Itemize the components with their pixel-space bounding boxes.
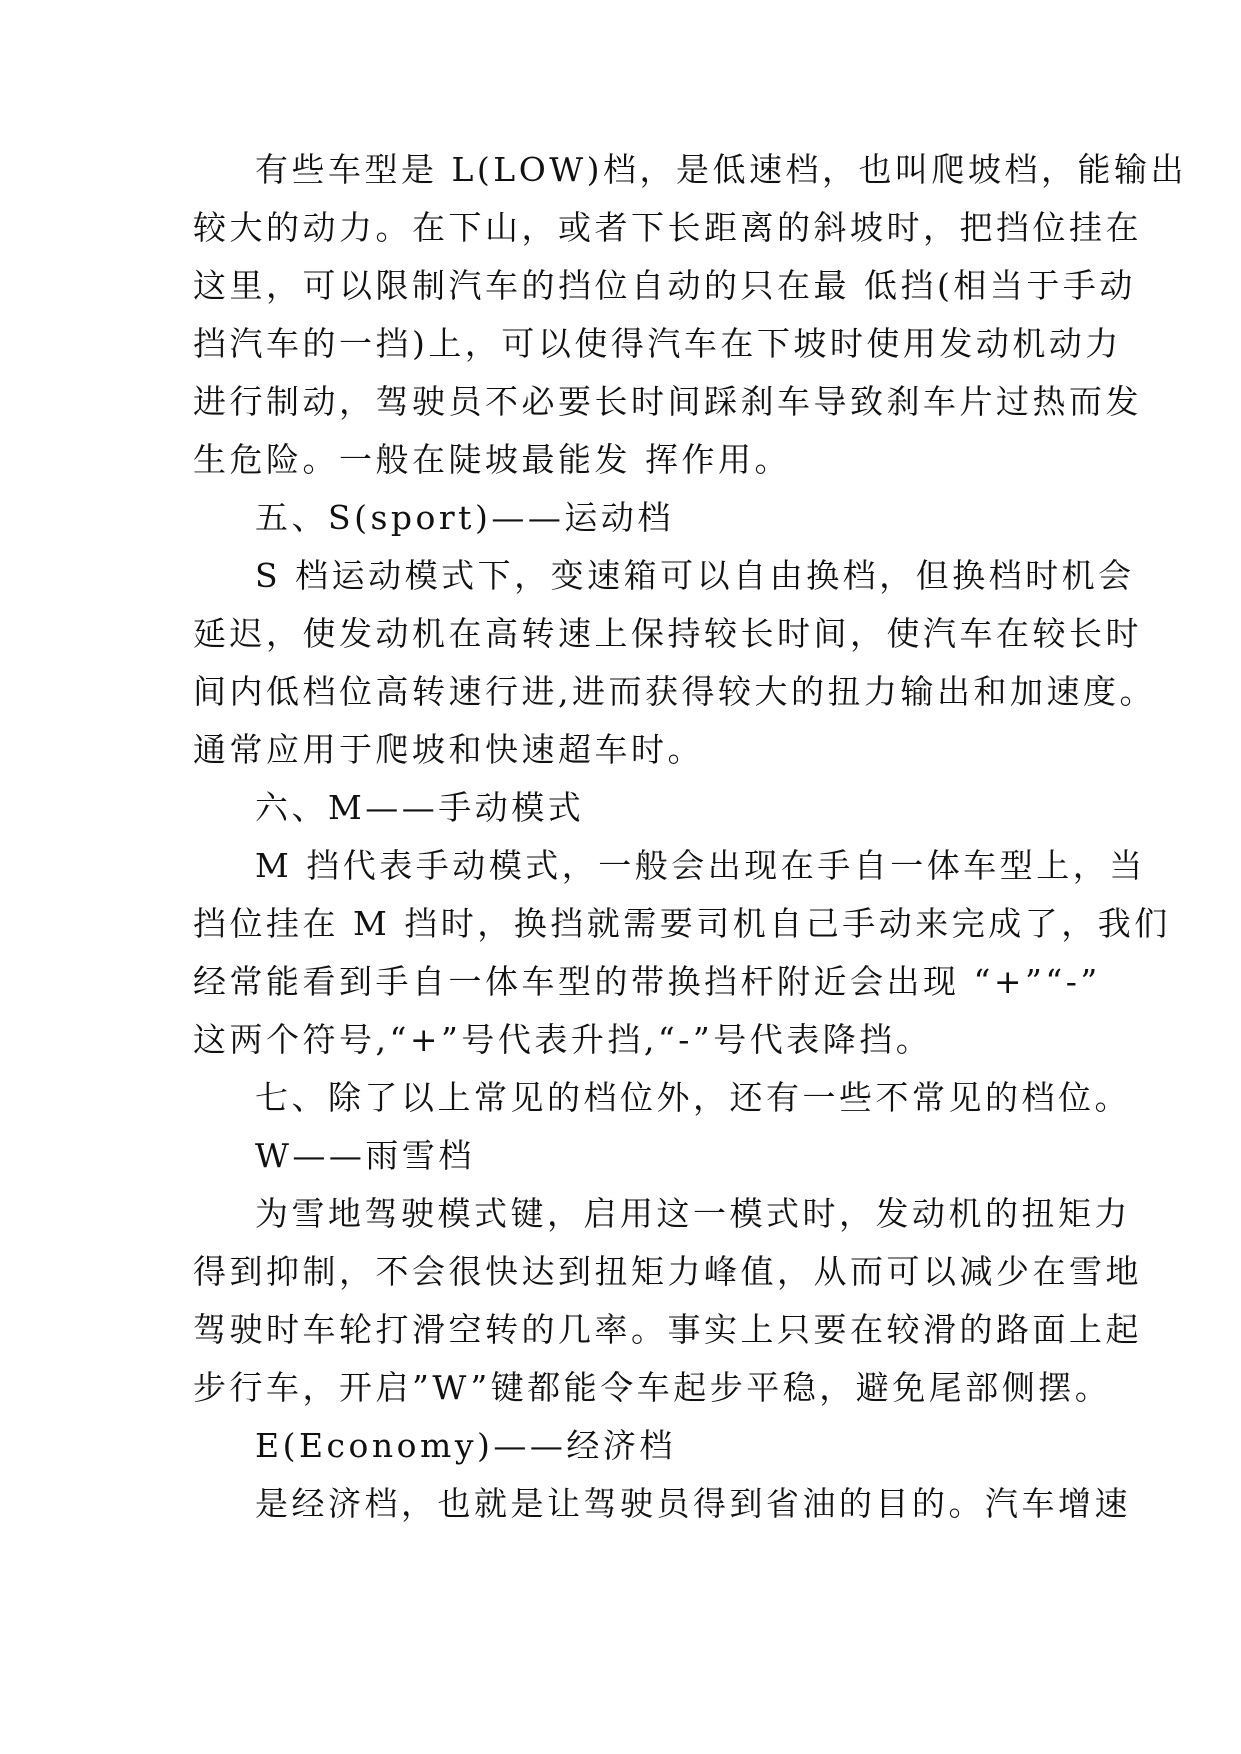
paragraph-line: 挡汽车的一挡)上，可以使得汽车在下坡时使用发动机动力 <box>193 324 1122 363</box>
paragraph-line: 为雪地驾驶模式键，启用这一模式时，发动机的扭矩力 <box>255 1194 1131 1233</box>
paragraph-line: 通常应用于爬坡和快速超车时。 <box>193 730 704 769</box>
paragraph-line: 步行车，开启”W”键都能令车起步平稳，避免尾部侧摆。 <box>193 1368 1112 1407</box>
paragraph-line: 这里，可以限制汽车的挡位自动的只在最 低挡(相当于手动 <box>193 266 1136 305</box>
paragraph-line: 较大的动力。在下山，或者下长距离的斜坡时，把挡位挂在 <box>193 208 1142 247</box>
paragraph-line: 经常能看到手自一体车型的带换挡杆附近会出现 “+”“-” <box>193 962 1101 1001</box>
section-heading: 七、除了以上常见的档位外，还有一些不常见的档位。 <box>255 1078 1131 1117</box>
subsection-heading: E(Economy)——经济档 <box>255 1426 676 1465</box>
paragraph-line: 生危险。一般在陡坡最能发 挥作用。 <box>193 440 791 479</box>
paragraph-line: 有些车型是 L(LOW)档，是低速档，也叫爬坡档，能输出 <box>255 150 1188 189</box>
paragraph-line: 这两个符号,“+”号代表升挡,“-”号代表降挡。 <box>193 1020 933 1059</box>
paragraph-line: 是经济档，也就是让驾驶员得到省油的目的。汽车增速 <box>255 1484 1131 1523</box>
paragraph-line: 挡位挂在 M 挡时，换挡就需要司机自己手动来完成了，我们 <box>193 904 1171 943</box>
paragraph-line: 延迟，使发动机在高转速上保持较长时间，使汽车在较长时 <box>193 614 1142 653</box>
paragraph-line: 得到抑制，不会很快达到扭矩力峰值，从而可以减少在雪地 <box>193 1252 1142 1291</box>
subsection-heading: W——雨雪档 <box>255 1136 475 1175</box>
section-heading: 五、S(sport)——运动档 <box>255 498 674 537</box>
paragraph-line: M 挡代表手动模式，一般会出现在手自一体车型上，当 <box>255 846 1146 885</box>
paragraph-line: 进行制动，驾驶员不必要长时间踩刹车导致刹车片过热而发 <box>193 382 1142 421</box>
paragraph-line: 驾驶时车轮打滑空转的几率。事实上只要在较滑的路面上起 <box>193 1310 1142 1349</box>
paragraph-line: 间内低档位高转速行进,进而获得较大的扭力输出和加速度。 <box>193 672 1156 711</box>
section-heading: 六、M——手动模式 <box>255 788 585 827</box>
paragraph-line: S 档运动模式下，变速箱可以自由换档，但换档时机会 <box>255 556 1135 595</box>
